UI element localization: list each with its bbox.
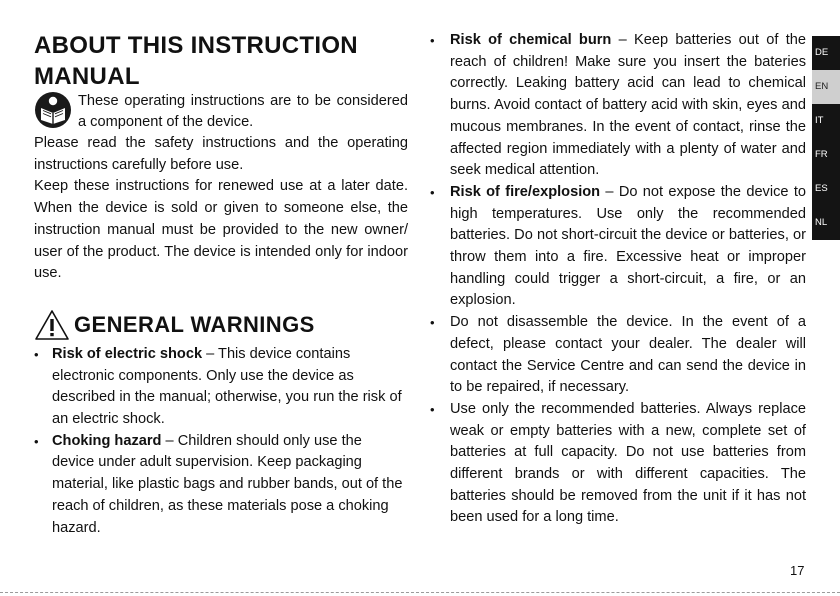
page-number: 17	[790, 563, 805, 578]
bullet: •	[430, 33, 435, 48]
warnings-list-left	[34, 344, 408, 539]
lang-tab-es[interactable]: ES	[812, 172, 840, 206]
lang-tab-de[interactable]: DE	[812, 36, 840, 70]
warning-item	[430, 182, 806, 312]
warnings-list-right	[430, 30, 806, 529]
lang-tab-it[interactable]: IT	[812, 104, 840, 138]
bullet: •	[430, 315, 435, 331]
warning-text: – Children should only use the device under adult supervision. Keep packaging material, like plastic bags and rubber bands, out of the reach of children, as these materials pose a choking hazard.	[52, 432, 403, 536]
warning-item	[430, 30, 806, 182]
language-tabs	[812, 36, 840, 240]
warning-item	[430, 399, 806, 529]
bullet: •	[430, 401, 435, 417]
bullet: •	[34, 433, 39, 449]
warning-triangle-icon	[34, 309, 70, 341]
warning-label: Risk of chemical burn	[450, 32, 612, 48]
warning-label: Choking hazard	[52, 432, 162, 449]
lang-tab-fr[interactable]: FR	[812, 138, 840, 172]
lang-tab-en[interactable]: EN	[812, 70, 840, 104]
warning-text: – Do not expose the device to high temperatures. Use only the recommended batteries. Do not short-circuit the device or batteries, or throw them into a fire. Excessive heat or improper handling could trigger a short-circuit, a fire, or an explosion.	[450, 183, 806, 309]
warning-text: Use only the recommended batteries. Always replace weak or empty batteries with a new, complete set of batteries at full capacity. Do not use batteries from different brands or with different capacities. The batteries should be removed from the unit if it has not been used for a long time.	[450, 400, 806, 526]
left-column	[34, 30, 408, 539]
warning-item	[34, 431, 408, 540]
paragraph: Please read the safety instructions and the operating instructions carefully before use.	[34, 135, 408, 173]
warning-label: Risk of fire/explosion	[450, 183, 601, 200]
page-edge-rule	[0, 592, 840, 593]
bullet: •	[34, 346, 39, 362]
warning-item	[430, 312, 806, 399]
about-title: ABOUT THIS INSTRUCTION MANUAL	[34, 32, 358, 90]
warning-text: Do not disassemble the device. In the event of a defect, please contact your dealer. The dealer will contact the Service Centre and can send the device in to be repaired, if necessary.	[450, 314, 806, 396]
paragraph: Keep these instructions for renewed use at a later date. When the device is sold or given to someone else, the instruction manual must be provided to the new owner/ user of the product. The device is intended only for indoor use.	[34, 178, 408, 282]
warnings-heading	[34, 309, 408, 341]
warning-text: – This device contains electronic components. Only use the device as described in the manual; otherwise, you run the risk of an electric shock.	[52, 345, 402, 428]
read-manual-icon	[34, 91, 72, 129]
warning-label: Risk of electric shock	[52, 345, 203, 362]
warnings-title: GENERAL WARNINGS	[74, 311, 315, 337]
lang-tab-nl[interactable]: NL	[812, 206, 840, 240]
manual-note-text: These operating instructions are to be considered a component of the device.	[78, 93, 408, 130]
warning-text: – Keep batteries out of the reach of children! Make sure you insert the bateries correctly. Leaking battery acid can lead to chemical burns. Avoid contact of battery acid with skin, eyes and mucous membranes. In the event of contact, rinse the affected region immediately with a plenty of water and seek medical attention.	[450, 32, 807, 179]
manual-note	[34, 91, 408, 133]
bullet: •	[430, 184, 435, 200]
warning-item	[34, 344, 408, 431]
right-column	[430, 30, 806, 529]
